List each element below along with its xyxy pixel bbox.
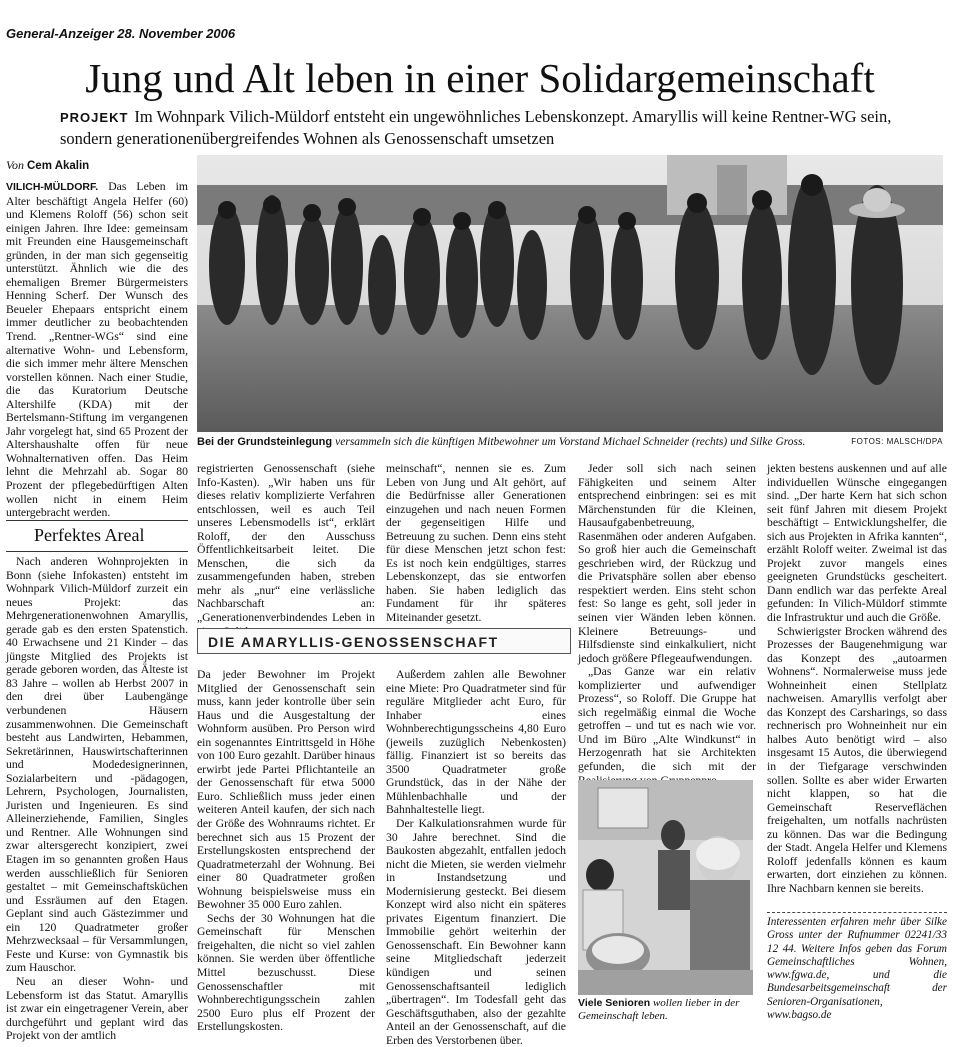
col3-paragraph-1: meinschaft“, nennen sie es. Zum Leben von Jung und Alt gehört, auf die Bedürfnisse aller Generationen einzugehen und nach neuen Formen der gegenseitigen Hilfe und Betreuung zu suchen. Denn eins steht für diese Menschen jetzt schon fest: Es ist noch kein endgültiges, starres Lebenskonzept, das sie entworfen haben. Sie haben lediglich das Fundament für ihr späteres Miteinander gesetzt. <box>386 462 566 625</box>
col1-paragraph-1: Das Leben im Alter beschäftigt Angela Helfer (60) und Klemens Roloff (56) schon seit einigen Jahren. Ihre Idee: gemeinsam mit Freunden eine Hausgemeinschaft gründen, in der man sich gegenseitig unterstützt. Ähnlich wie die des ehemaligen Bremer Bürgermeisters Henning Scherf. Der Wunsch des Beueler Ehepaars entspricht einem immer deutlicher zu beobachtenden Trend. „Rentner-WGs“ sind eine alternative Wohn- und Lebensform, die sich immer mehr ältere Menschen vorstellen können. Nach einer Studie, die das Kuratorium Deutsche Altershilfe (KDA) mit der Bertelsmann-Stiftung im vergangenen Jahr vorgelegt hat, sind 65 Prozent der Altershaushalte offen für neue Wohnalternativen offen. Das Heim lehnt die Mehrzahl ab. Sogar 80 Prozent der pflegebedürftigen Alten wollen nicht in einem Heim untergebracht werden. <box>6 180 189 520</box>
box-right-column <box>386 668 566 1047</box>
deck-text: Im Wohnpark Vilich-Müldorf entsteht ein ungewöhnliches Lebenskonzept. Amaryllis will keine Rentner-WG sein, sondern generationenübergreifendes Wohnen als Genossenschaft umsetzen <box>60 107 892 148</box>
dateline: VILICH-MÜLDORF. <box>6 181 99 193</box>
column-4 <box>578 462 756 777</box>
column-5 <box>767 462 947 908</box>
seniors-caption-text: wollen lieber in der Gemeinschaft leben. <box>578 997 740 1022</box>
box-left-paragraph-2: Sechs der 30 Wohnungen hat die Gemeinschaft für Menschen freigehalten, die nicht so viel zahlen können. Sie werden über öffentliche Mittel bezuschusst. Diese Genossenschaftler mit Wohnberechtigungsschein zahlen 2500 Euro plus elf Prozent der Erstellungskosten. <box>197 911 375 1034</box>
photo-caption <box>197 436 943 448</box>
column-1-intro <box>6 180 189 520</box>
col2-paragraph-1: registrierten Genossenschaft (siehe Info-Kasten). „Wir haben uns für dieses relativ komplizierte Verfahren entschlossen, weil es auch Teil unseres Lebensmodells ist“, erklärt Roloff, der den Ausschuss Öffentlichkeitsarbeit leitet. Die Menschen, die sich da zusammengefunden haben, streben mehr als „nur“ eine verlässliche Nachbarschaft an: „Generationenverbindendes Leben in <box>197 462 375 625</box>
box-title: DIE AMARYLLIS-GENOSSENSCHAFT <box>197 628 571 654</box>
column-2 <box>197 462 375 625</box>
box-left-paragraph-1: Da jeder Bewohner im Projekt Mitglied der Genossenschaft sein muss, kann jeder kontrolle über sein Haus und die Ausgestaltung der Wohnform ausüben. Pro Person wird ein sogenanntes Eintrittsgeld in Höhe von 100 Euro gezahlt. Darüber hinaus erwirbt jede Partei Pflichtanteile an der Genossenschaft für etwa 5000 Euro. Schließlich muss jeder einen weiteren Anteil kaufen, der sich nach der Größe des Wohnraums richtet. Er berechnet sich aus 15 Prozent der Erstellungskosten entsprechend der Quadratmeterzahl der Wohnung. Bei einer 80 Quadratmeter großen Wohnung beispielsweise muss ein Bewohner 35 000 Euro zahlen. <box>197 668 375 912</box>
col1-paragraph-3: Neu an dieser Wohn- und Lebensform ist das Statut. Amaryllis ist zwar ein eingetragener Verein, aber durchgeführt und geplant wird das Projekt von der amtlich <box>6 974 188 1043</box>
info-box: Interessenten erfahren mehr über Silke Gross unter der Rufnummer 02241/33 12 44. Weitere Infos geben das Forum Gemeinschaftliches Wohnen, www.fgwa.de, und die Bundesarbeitsgemeinschaft der Senioren-Organisationen, www.bagso.de <box>767 912 947 1022</box>
photo-caption-text: versammeln sich die künftigen Mitbewohner um Vorstand Michael Schneider (rechts) und Silke Gross. <box>335 436 806 448</box>
headline: Jung und Alt leben in einer Solidargemeinschaft <box>85 55 875 101</box>
column-3 <box>386 462 566 625</box>
photo-credit: FOTOS: MALSCH/DPA <box>851 437 943 446</box>
photo-caption-bold: Bei der Grundsteinlegung <box>197 436 333 448</box>
col5-paragraph-1: jekten bestens auskennen und auf alle individuellen Wünsche eingegangen sind. „Der harte Kern hat sich schon seit fünf Jahren mit diesem Projekt beschäftigt – Entwicklungshelfer, die sich aus Projekten in Afrika kannten“, erzählt Roloff weiter. Zweimal ist das Projekt zuvor mangels eines geeigneten Grundstücks gescheitert. Dann endlich war das perfekte Areal gefunden: In Vilich-Müldorf stimmte die Infrastruktur und auch die Größe. <box>767 462 947 625</box>
deck <box>60 106 910 149</box>
box-left-column <box>197 668 375 1034</box>
box-right-paragraph-2: Der Kalkulationsrahmen wurde für 30 Jahre berechnet. Sind die Baukosten abgezahlt, entfallen jedoch nicht die Mieten, sie werden vielmehr in Instandsetzung und Modernisierung gesteckt. Bei diesem Konzept wird also nicht ein späteres privates Eigentum finanziert. Die Immobilie gehört weiterhin der Genossenschaft. Ein Bewohner kann seine Mitgliedschaft jederzeit kündigen und seinen Genossenschaftsanteil lediglich „übertragen“. Im Todesfall geht das Geschäftsguthaben, also der gezahlte Anteil an der Genossenschaft, auf die Erben des Verstorbenen über. <box>386 817 566 1047</box>
groundbreaking-photo <box>197 155 943 432</box>
byline-von: Von <box>6 158 24 172</box>
col5-paragraph-2: Schwierigster Brocken während des Prozesses der Baugenehmigung war das Konzept des „autoarmen Wohnens“. Normalerweise muss jede Wohneinheit einen Stellplatz nachweisen. Amaryllis verfolgt aber das Konzept des Carsharings, so dass rechnerisch pro Wohneinheit nur ein halbes Auto benötigt wird – also insgesamt 15 Autos, die überwiegend in der Tiefgarage verschwinden sollen. Sollte es aber wider Erwarten nicht klappen, so hat die Gemeinschaft Reserveflächen freigehalten, um notfalls nachrüsten zu können. Das war die Bedingung der Stadt. Angela Helfer und Klemens Roloff jedenfalls können es kaum erwarten, dort einziehen zu können. Ihre Nachbarn kennen sie bereits. <box>767 624 947 895</box>
col4-paragraph-2: „Das Ganze war ein relativ komplizierter und aufwendiger Prozess“, so Roloff. Die Gruppe hat sich regelmäßig einmal die Woche getroffen – und tut es nach wie vor. Und im Büro „Alte Windkunst“ in Herzogenrath hat sie Architekten gefunden, die sich mit der <box>578 665 756 774</box>
col4-paragraph-1: Jeder soll sich nach seinen Fähigkeiten und seinem Alter entsprechend einbringen: sei es mit Märchenstunden für die Kleinen, Hausaufgabenbetreuung, Rasenmähen oder anderen Aufgaben. So groß hier auch die Gemeinschaft geschrieben wird, der Rückzug und die Privatsphäre sollen aber ebenso respektiert werden. Eins steht schon fest: So lange es geht, soll jeder in seinen vier Wänden leben können. Kleinere Betreuungs- und Hilfsdienste sind einkalkuliert, nicht jedoch größere Pflegeaufwendungen. <box>578 462 756 665</box>
subhead: Perfektes Areal <box>6 520 188 552</box>
seniors-photo-caption <box>578 997 758 1023</box>
deck-label: PROJEKT <box>60 110 129 125</box>
masthead: General-Anzeiger 28. November 2006 <box>6 26 236 41</box>
col1-paragraph-2: Nach anderen Wohnprojekten in Bonn (siehe Infokasten) entsteht im Wohnpark Vilich-Müldorf zurzeit ein neues Projekt: das Mehrgenerationenwohnen Amaryllis, gerade gab es den ersten Spatenstich. 40 Erwachsene und 21 Kinder – das jüngste Mitglied des Projekts ist gerade geboren worden, das Älteste ist 83 Jahre – wollen ab Herbst 2007 in den drei über Laubengänge verbundenen Häusern zusammenwohnen. Die Gemeinschaft besteht aus Landwirten, Hebammen, Sekretärinnen, Hauswirtschafterinnen und Modedesignerinnen, Sozialarbeitern und -pädagogen, Lehrern, Psychologen, Journalisten, Juristen und Ingenieuren. Es sind Alleinerziehende, Familien, Singles und Rentner. Alle Wohnungen sind zwar altersgerecht konzipiert, zwei Etagen im so genannten großen Haus werden ausschließlich für Senioren gestaltet – mit Gemeinschaftsküchen und Essräumen auf den Etagen. Geplant sind auch Gästezimmer und ein 120 Quadratmeter großer Mehrzwecksaal – für Versammlungen, Feste und Kurse: von Gymnastik bis zum Hauschor. <box>6 555 188 975</box>
seniors-photo <box>578 780 753 995</box>
box-right-paragraph-1: Außerdem zahlen alle Bewohner eine Miete: Pro Quadratmeter sind für reguläre Mitglieder acht Euro, für Inhaber eines Wohnberechtigungsscheins 4,80 Euro (jeweils zuzüglich Nebenkosten) fällig. Finanziert ist so bereits das 3500 Quadratmeter große Grundstück, das in der Nähe der Mühlenbachhalle und der Bahnhaltestelle liegt. <box>386 668 566 817</box>
column-1-body <box>6 555 188 1043</box>
seniors-caption-bold: Viele Senioren <box>578 997 651 1009</box>
byline-author: Cem Akalin <box>27 160 90 172</box>
byline <box>6 158 89 173</box>
